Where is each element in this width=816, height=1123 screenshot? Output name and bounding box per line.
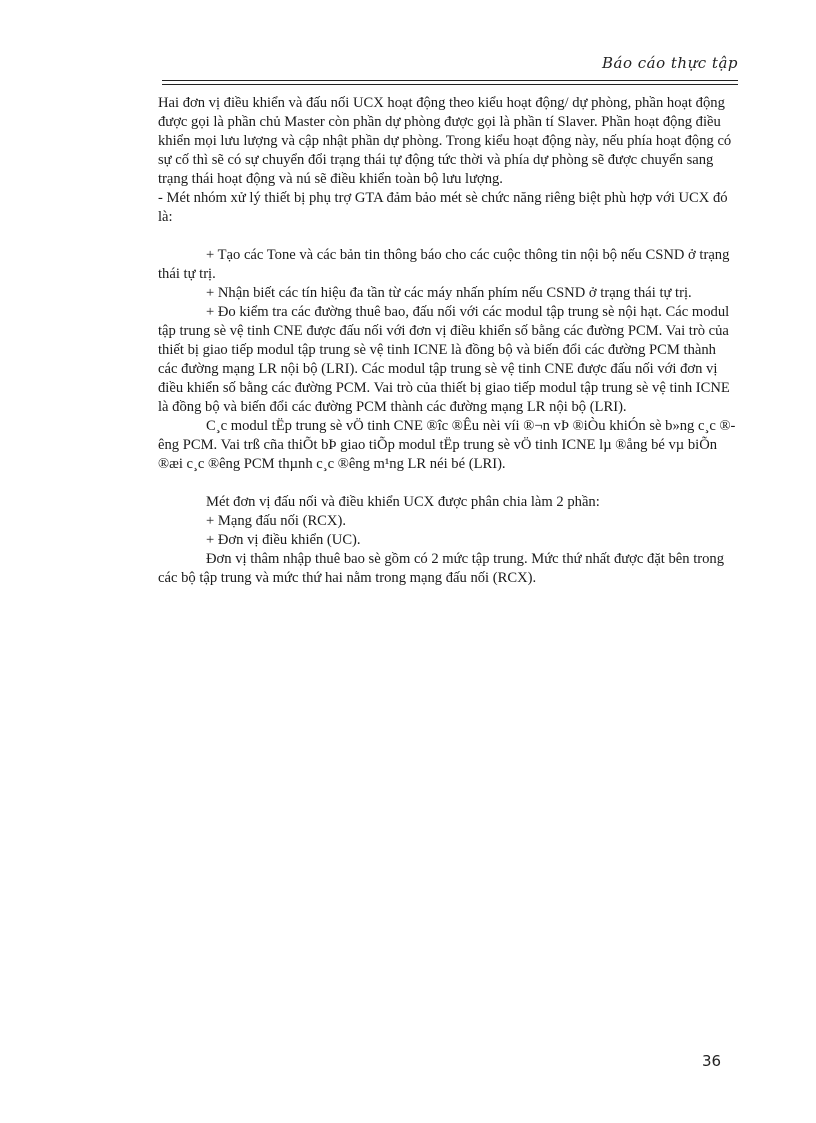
header-title: Báo cáo thực tập [602,54,738,72]
body-text [158,94,738,588]
paragraph-2: - Mét nhóm xử lý thiết bị phụ trợ GTA đảm bảo mét sè chức năng riêng biệt phù hợp với UCX đó là: [158,190,728,225]
paragraph-8: + Mạng đấu nối (RCX). [206,513,346,529]
paragraph-gap [158,227,738,246]
paragraph-7: Mét đơn vị đấu nối và điều khiển UCX được phân chia làm 2 phần: [206,494,600,510]
paragraph-5: + Đo kiểm tra các đường thuê bao, đấu nối với các modul tập trung sè nội hạt. Các modul tập trung sè vệ tinh CNE được đấu nối với đơn vị điều khiển số bằng các đường PCM. Vai trò của thiết bị giao tiếp modul tập trung sè vệ tinh ICNE là đồng bộ và biến đổi các đường PCM thành các đường mạng LR nội bộ (LRI). Các modul tập trung sè vệ tinh CNE được đấu nối với đơn vị điều khiển số bằng các đường PCM. Vai trò của thiết bị giao tiếp modul tập trung sè vệ tinh ICNE là đồng bộ và biến đổi các đường PCM thành các đường mạng LR nội bộ (LRI). [158,304,730,415]
paragraph-6: C¸c modul tËp trung sè vÖ tinh CNE ®îc ®Êu nèi víi ®¬n vÞ ®iÒu khiÓn sè b»ng c¸c ®êng PCM. Vai trß cña thiÕt bÞ giao tiÕp modul tËp trung sè vÖ tinh ICNE lµ ®ång bé vµ biÕn ®æi c¸c ®êng PCM thµnh c¸c ®êng m¹ng LR néi bé (LRI). [158,418,736,472]
header-rule-top [162,80,738,81]
paragraph-4: + Nhận biết các tín hiệu đa tần từ các máy nhấn phím nếu CSND ở trạng thái tự trị. [206,285,692,301]
paragraph-1: Hai đơn vị điều khiển và đấu nối UCX hoạt động theo kiểu hoạt động/ dự phòng, phần hoạt động được gọi là phần chủ Master còn phần dự phòng được gọi là phần tí Slaver. Phần hoạt động điều khiển mọi lưu lượng và cập nhật phần dự phòng. Trong kiểu hoạt động này, nếu phía hoạt động có sự cố thì sẽ có sự chuyển đổi trạng thái tự động tức thời và phía dự phòng sẽ được chuyển sang trạng thái hoạt động và nú sẽ điều khiển toàn bộ lưu lượng. [158,95,732,187]
header-rule-bottom [162,84,738,85]
paragraph-gap [158,474,738,493]
page-number: 36 [702,1052,722,1070]
paragraph-9: + Đơn vị điều khiển (UC). [206,532,361,548]
paragraph-10: Đơn vị thâm nhập thuê bao sè gồm có 2 mức tập trung. Mức thứ nhất được đặt bên trong các bộ tập trung và mức thứ hai nằm trong mạng đấu nối (RCX). [158,551,725,586]
paragraph-3: + Tạo các Tone và các bản tin thông báo cho các cuộc thông tin nội bộ nếu CSND ở trạng thái tự trị. [158,247,730,282]
